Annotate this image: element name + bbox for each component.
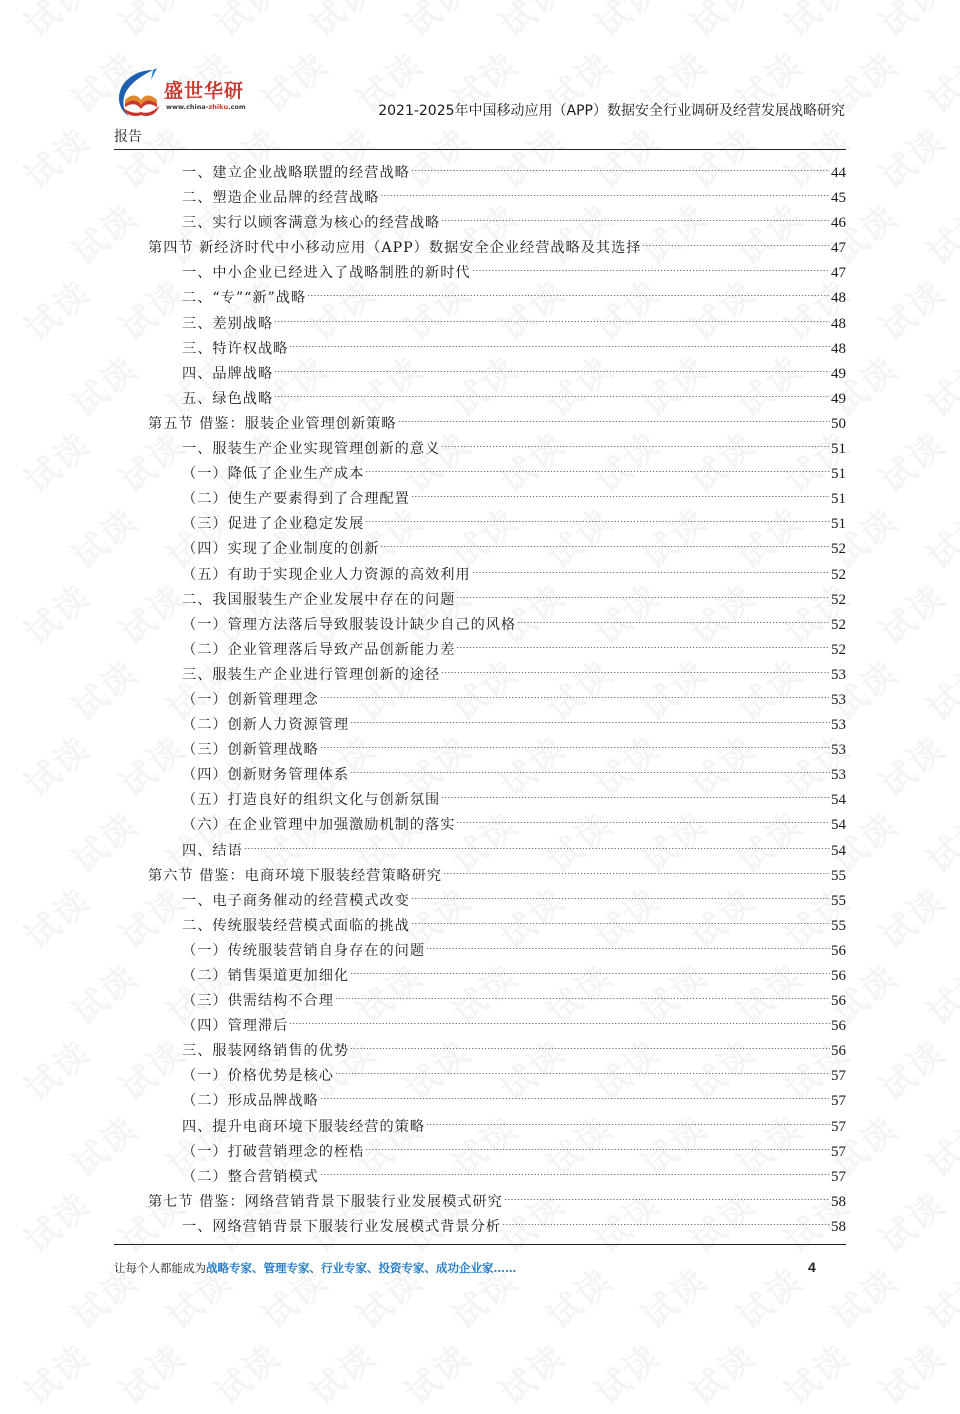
toc-leader-dots xyxy=(456,579,830,604)
toc-entry-title: 四、结语 xyxy=(182,842,243,859)
toc-entry-title: 一、网络营销背景下服装行业发展模式背景分析 xyxy=(182,1218,501,1235)
toc-leader-dots xyxy=(426,930,830,955)
toc-entry-page: 52 xyxy=(831,566,846,583)
toc-entry-title: 三、服装生产企业进行管理创新的途径 xyxy=(182,666,441,683)
toc-leader-dots xyxy=(441,202,830,227)
toc-entry-page: 47 xyxy=(831,240,846,257)
toc-entry-title: 五、绿色战略 xyxy=(182,390,274,407)
toc-entry-page: 52 xyxy=(831,641,846,658)
toc-leader-dots xyxy=(441,428,830,453)
toc-leader-dots xyxy=(411,905,830,930)
toc-leader-dots xyxy=(320,1156,830,1181)
logo-name: 盛世华研 xyxy=(164,80,245,102)
toc-entry-title: 二、我国服装生产企业发展中存在的问题 xyxy=(182,591,456,608)
logo-url: www.china-zhiku.com xyxy=(166,103,246,111)
toc-entry-page: 49 xyxy=(831,390,846,407)
table-of-contents xyxy=(148,152,846,1235)
toc-entry-title: 四、提升电商环境下服装经营的策略 xyxy=(182,1118,426,1135)
toc-leader-dots xyxy=(274,378,830,403)
toc-leader-dots xyxy=(502,1206,830,1231)
toc-entry[interactable] xyxy=(148,152,846,181)
toc-entry-title: （六）在企业管理中加强激励机制的落实 xyxy=(182,817,456,834)
toc-entry-title: （三）供需结构不合理 xyxy=(182,993,334,1010)
toc-entry-page: 56 xyxy=(831,942,846,959)
toc-entry-title: （二）创新人力资源管理 xyxy=(182,717,350,734)
toc-leader-dots xyxy=(320,679,830,704)
toc-entry-title: 三、实行以顾客满意为核心的经营战略 xyxy=(182,215,441,232)
page-number: 4 xyxy=(808,1259,816,1275)
toc-entry-title: （三）促进了企业稳定发展 xyxy=(182,516,365,533)
toc-leader-dots xyxy=(443,855,830,880)
toc-entry-page: 48 xyxy=(831,315,846,332)
toc-entry-page: 51 xyxy=(831,491,846,508)
toc-entry-page: 57 xyxy=(831,1093,846,1110)
toc-entry-page: 56 xyxy=(831,1018,846,1035)
toc-entry-title: 第六节 借鉴：电商环境下服装经营策略研究 xyxy=(148,867,443,884)
toc-entry-page: 49 xyxy=(831,365,846,382)
toc-entry-page: 50 xyxy=(831,415,846,432)
toc-entry-title: 一、中小企业已经进入了战略制胜的新时代 xyxy=(182,265,471,282)
toc-leader-dots xyxy=(320,1080,830,1105)
toc-entry-page: 51 xyxy=(831,441,846,458)
toc-leader-dots xyxy=(365,503,830,528)
toc-leader-dots xyxy=(274,353,830,378)
toc-entry-page: 53 xyxy=(831,666,846,683)
toc-entry-title: （一）价格优势是核心 xyxy=(182,1068,334,1085)
company-logo xyxy=(113,66,248,118)
toc-leader-dots xyxy=(244,830,830,855)
footer-divider xyxy=(114,1244,846,1245)
toc-entry-page: 44 xyxy=(831,165,846,181)
toc-leader-dots xyxy=(411,880,830,905)
toc-entry-page: 56 xyxy=(831,993,846,1010)
toc-leader-dots xyxy=(350,955,830,980)
toc-entry-title: （一）管理方法落后导致服装设计缺少自己的风格 xyxy=(182,616,517,633)
toc-entry-page: 54 xyxy=(831,817,846,834)
header-divider xyxy=(114,149,846,150)
toc-entry-title: （一）创新管理理念 xyxy=(182,691,319,708)
toc-entry-page: 46 xyxy=(831,215,846,232)
toc-entry-page: 53 xyxy=(831,767,846,784)
toc-entry-page: 58 xyxy=(831,1193,846,1210)
toc-entry-page: 57 xyxy=(831,1168,846,1185)
toc-entry-page: 55 xyxy=(831,867,846,884)
toc-entry-page: 57 xyxy=(831,1068,846,1085)
toc-entry-title: （五）有助于实现企业人力资源的高效利用 xyxy=(182,566,471,583)
toc-entry-page: 57 xyxy=(831,1118,846,1135)
toc-entry-title: 二、传统服装经营模式面临的挑战 xyxy=(182,917,410,934)
toc-leader-dots xyxy=(472,252,830,277)
toc-entry-page: 58 xyxy=(831,1218,846,1235)
toc-entry-title: 第五节 借鉴：服装企业管理创新策略 xyxy=(148,415,397,432)
footer-slogan: 让每个人都能成为战略专家、管理专家、行业专家、投资专家、成功企业家…… xyxy=(114,1261,517,1275)
toc-leader-dots xyxy=(380,528,830,553)
toc-entry-title: 第四节 新经济时代中小移动应用（APP）数据安全企业经营战略及其选择 xyxy=(148,240,642,257)
toc-entry-title: （四）实现了企业制度的创新 xyxy=(182,541,380,558)
toc-leader-dots xyxy=(350,754,830,779)
toc-leader-dots xyxy=(365,453,830,478)
toc-entry-page: 55 xyxy=(831,917,846,934)
toc-entry-page: 53 xyxy=(831,717,846,734)
toc-entry-page: 48 xyxy=(831,340,846,357)
toc-leader-dots xyxy=(289,1005,830,1030)
toc-leader-dots xyxy=(365,1131,830,1156)
toc-entry-title: 一、电子商务催动的经营模式改变 xyxy=(182,892,410,909)
toc-leader-dots xyxy=(517,604,830,629)
toc-leader-dots xyxy=(380,177,830,202)
toc-entry-title: （三）创新管理战略 xyxy=(182,742,319,759)
toc-entry-title: （一）打破营销理念的桎梏 xyxy=(182,1143,365,1160)
toc-leader-dots xyxy=(456,804,830,829)
toc-entry-title: 三、差别战略 xyxy=(182,315,274,332)
toc-entry-title: （四）创新财务管理体系 xyxy=(182,767,350,784)
toc-entry-title: 三、特许权战略 xyxy=(182,340,289,357)
toc-entry-page: 56 xyxy=(831,968,846,984)
toc-entry-page: 56 xyxy=(831,1043,846,1060)
toc-leader-dots xyxy=(411,478,830,503)
toc-entry-page: 51 xyxy=(831,516,846,533)
toc-entry-title: （二）企业管理落后导致产品创新能力差 xyxy=(182,641,456,658)
report-title: 2021-2025年中国移动应用（APP）数据安全行业调研及经营发展战略研究 xyxy=(378,103,845,119)
toc-leader-dots xyxy=(320,729,830,754)
toc-entry-title: 一、建立企业战略联盟的经营战略 xyxy=(182,165,410,181)
toc-entry-page: 52 xyxy=(831,541,846,558)
toc-entry-title: 三、服装网络销售的优势 xyxy=(182,1043,350,1060)
toc-entry-page: 57 xyxy=(831,1143,846,1160)
toc-leader-dots xyxy=(456,629,830,654)
toc-entry-title: （四）管理滞后 xyxy=(182,1018,289,1035)
toc-entry-page: 52 xyxy=(831,616,846,633)
toc-leader-dots xyxy=(335,980,830,1005)
toc-entry-title: （一）传统服装营销自身存在的问题 xyxy=(182,942,426,959)
toc-entry-page: 53 xyxy=(831,691,846,708)
toc-entry-page: 52 xyxy=(831,591,846,608)
toc-leader-dots xyxy=(411,152,830,177)
toc-entry-title: （二）整合营销模式 xyxy=(182,1168,319,1185)
toc-leader-dots xyxy=(426,1106,830,1131)
toc-entry-page: 54 xyxy=(831,842,846,859)
toc-leader-dots xyxy=(642,227,830,252)
toc-leader-dots xyxy=(398,403,830,428)
toc-leader-dots xyxy=(335,1055,830,1080)
toc-entry-title: （二）形成品牌战略 xyxy=(182,1093,319,1110)
report-title-continued: 报告 xyxy=(114,129,142,145)
toc-leader-dots xyxy=(307,277,830,302)
toc-entry-page: 53 xyxy=(831,742,846,759)
toc-entry[interactable] xyxy=(148,855,846,884)
toc-entry[interactable] xyxy=(148,830,846,859)
toc-leader-dots xyxy=(441,654,830,679)
toc-entry-title: 四、品牌战略 xyxy=(182,365,274,382)
toc-leader-dots xyxy=(472,554,830,579)
toc-entry-title: （二）使生产要素得到了合理配置 xyxy=(182,491,410,508)
logo-book-icon xyxy=(113,66,165,118)
toc-entry-page: 55 xyxy=(831,892,846,909)
toc-leader-dots xyxy=(441,779,830,804)
toc-leader-dots xyxy=(504,1181,830,1206)
toc-entry-title: 二、塑造企业品牌的经营战略 xyxy=(182,190,380,207)
toc-leader-dots xyxy=(350,1030,830,1055)
toc-entry-title: 第七节 借鉴：网络营销背景下服装行业发展模式研究 xyxy=(148,1193,503,1210)
toc-entry-page: 47 xyxy=(831,265,846,282)
toc-entry-title: （五）打造良好的组织文化与创新氛围 xyxy=(182,792,441,809)
toc-entry-title: （二）销售渠道更加细化 xyxy=(182,968,350,984)
toc-entry-title: 二、“专”“新”战略 xyxy=(182,290,307,307)
toc-entry-page: 48 xyxy=(831,290,846,307)
toc-leader-dots xyxy=(350,704,830,729)
toc-entry-title: （一）降低了企业生产成本 xyxy=(182,466,365,483)
toc-entry-page: 45 xyxy=(831,190,846,207)
toc-leader-dots xyxy=(289,328,830,353)
toc-entry-title: 一、服装生产企业实现管理创新的意义 xyxy=(182,441,441,458)
toc-entry-page: 54 xyxy=(831,792,846,809)
toc-entry-page: 51 xyxy=(831,466,846,483)
toc-leader-dots xyxy=(274,303,830,328)
